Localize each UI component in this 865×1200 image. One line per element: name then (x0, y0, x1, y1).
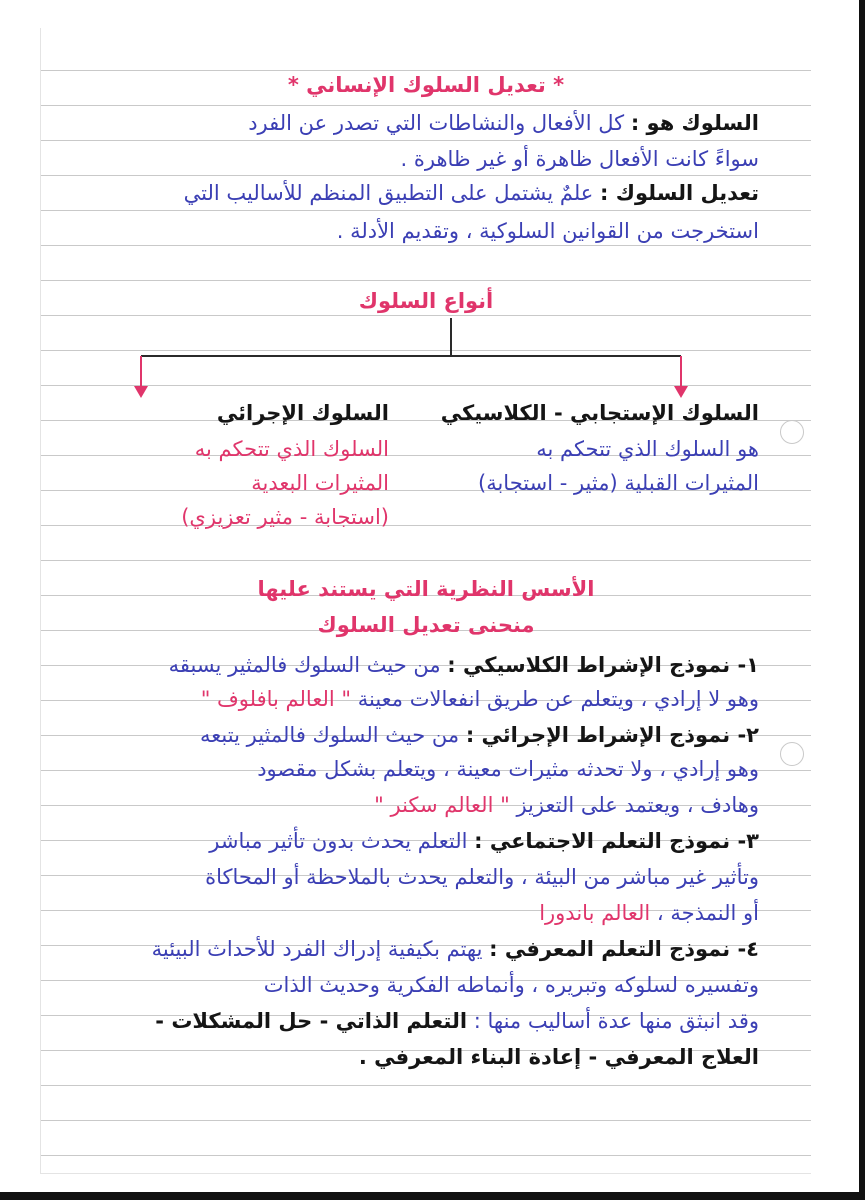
types-tree-diagram (41, 318, 811, 398)
model-4-title: ٤- نموذج التعلم المعرفي : (489, 937, 759, 961)
model-4-line2: وتفسيره لسلوكه وتبريره ، وأنماطه الفكرية وحديث الذات (263, 973, 759, 997)
behavior-definition-text: كل الأفعال والنشاطات التي تصدر عن الفرد (248, 111, 625, 135)
model-3-title: ٣- نموذج التعلم الاجتماعي : (474, 829, 759, 853)
model-2-title: ٢- نموذج الإشراط الإجرائي : (465, 723, 759, 747)
scan-edge-bottom (0, 1192, 865, 1200)
arrow-right (674, 386, 688, 398)
model-3-line1: ٣- نموذج التعلم الاجتماعي : التعلم يحدث بدون تأثير مباشر (209, 829, 759, 853)
model-1-line1: ١- نموذج الإشراط الكلاسيكي : من حيث السلوك فالمثير يسبقه (168, 653, 759, 677)
foundations-heading-line2: منحنى تعديل السلوك (317, 613, 535, 637)
arrow-left (134, 386, 148, 398)
behavior-definition-line2: سواءً كانت الأفعال ظاهرة أو غير ظاهرة . (400, 147, 759, 171)
modification-definition-line1 (184, 178, 759, 208)
model-4-line1: ٤- نموذج التعلم المعرفي : يهتم بكيفية إدراك الفرد للأحداث البيئية (151, 937, 759, 961)
operant-title: السلوك الإجرائي (216, 401, 389, 425)
model-2-line1: ٢- نموذج الإشراط الإجرائي : من حيث السلوك فالمثير يتبعه (200, 723, 759, 747)
model-3-line3: أو النمذجة ، العالم باندورا (539, 901, 759, 925)
model-2-scientist: " العالم سكنر " (374, 793, 510, 817)
model-2-line2: وهو إرادي ، ولا تحدثه مثيرات معينة ، ويتعلم بشكل مقصود (257, 757, 759, 781)
behavior-definition-line1 (248, 108, 759, 138)
behavior-term: السلوك هو : (630, 111, 759, 135)
model-1-line2: وهو لا إرادي ، ويتعلم عن طريق انفعالات معينة " العالم بافلوف " (200, 687, 759, 711)
model-4-techniques-1: التعلم الذاتي - حل المشكلات - (155, 1009, 468, 1033)
foundations-heading-line1: الأسس النظرية التي يستند عليها (257, 577, 595, 601)
model-3-line2: وتأثير غير مباشر من البيئة ، والتعلم يحدث بالملاحظة أو المحاكاة (205, 865, 759, 889)
respondent-title: السلوك الإستجابي - الكلاسيكي (440, 401, 759, 425)
operant-line1: السلوك الذي تتحكم به (194, 437, 389, 461)
model-4-line3: وقد انبثق منها عدة أساليب منها : التعلم الذاتي - حل المشكلات - (155, 1009, 759, 1033)
page-title: * تعديل السلوك الإنساني * (287, 73, 565, 97)
operant-line3: (استجابة - مثير تعزيزي) (181, 505, 389, 529)
modification-definition-text: علمٌ يشتمل على التطبيق المنظم للأساليب التي (183, 181, 594, 205)
model-4-techniques-2: العلاج المعرفي - إعادة البناء المعرفي . (358, 1045, 759, 1069)
modification-definition-line2: استخرجت من القوانين السلوكية ، وتقديم الأدلة . (336, 219, 759, 243)
scan-edge-right (859, 0, 865, 1200)
model-1-scientist: " العالم بافلوف " (200, 687, 352, 711)
binder-hole-top (780, 420, 804, 444)
binder-hole-bottom (780, 742, 804, 766)
respondent-line2: المثيرات القبلية (مثير - استجابة) (478, 471, 759, 495)
model-3-scientist: العالم باندورا (539, 901, 651, 925)
model-2-line3: وهادف ، ويعتمد على التعزيز " العالم سكنر " (374, 793, 759, 817)
notebook-page (40, 28, 811, 1174)
operant-line2: المثيرات البعدية (251, 471, 389, 495)
modification-term: تعديل السلوك : (600, 181, 759, 205)
respondent-line1: هو السلوك الذي تتحكم به (536, 437, 759, 461)
types-heading: أنواع السلوك (358, 289, 494, 313)
model-1-title: ١- نموذج الإشراط الكلاسيكي : (447, 653, 759, 677)
